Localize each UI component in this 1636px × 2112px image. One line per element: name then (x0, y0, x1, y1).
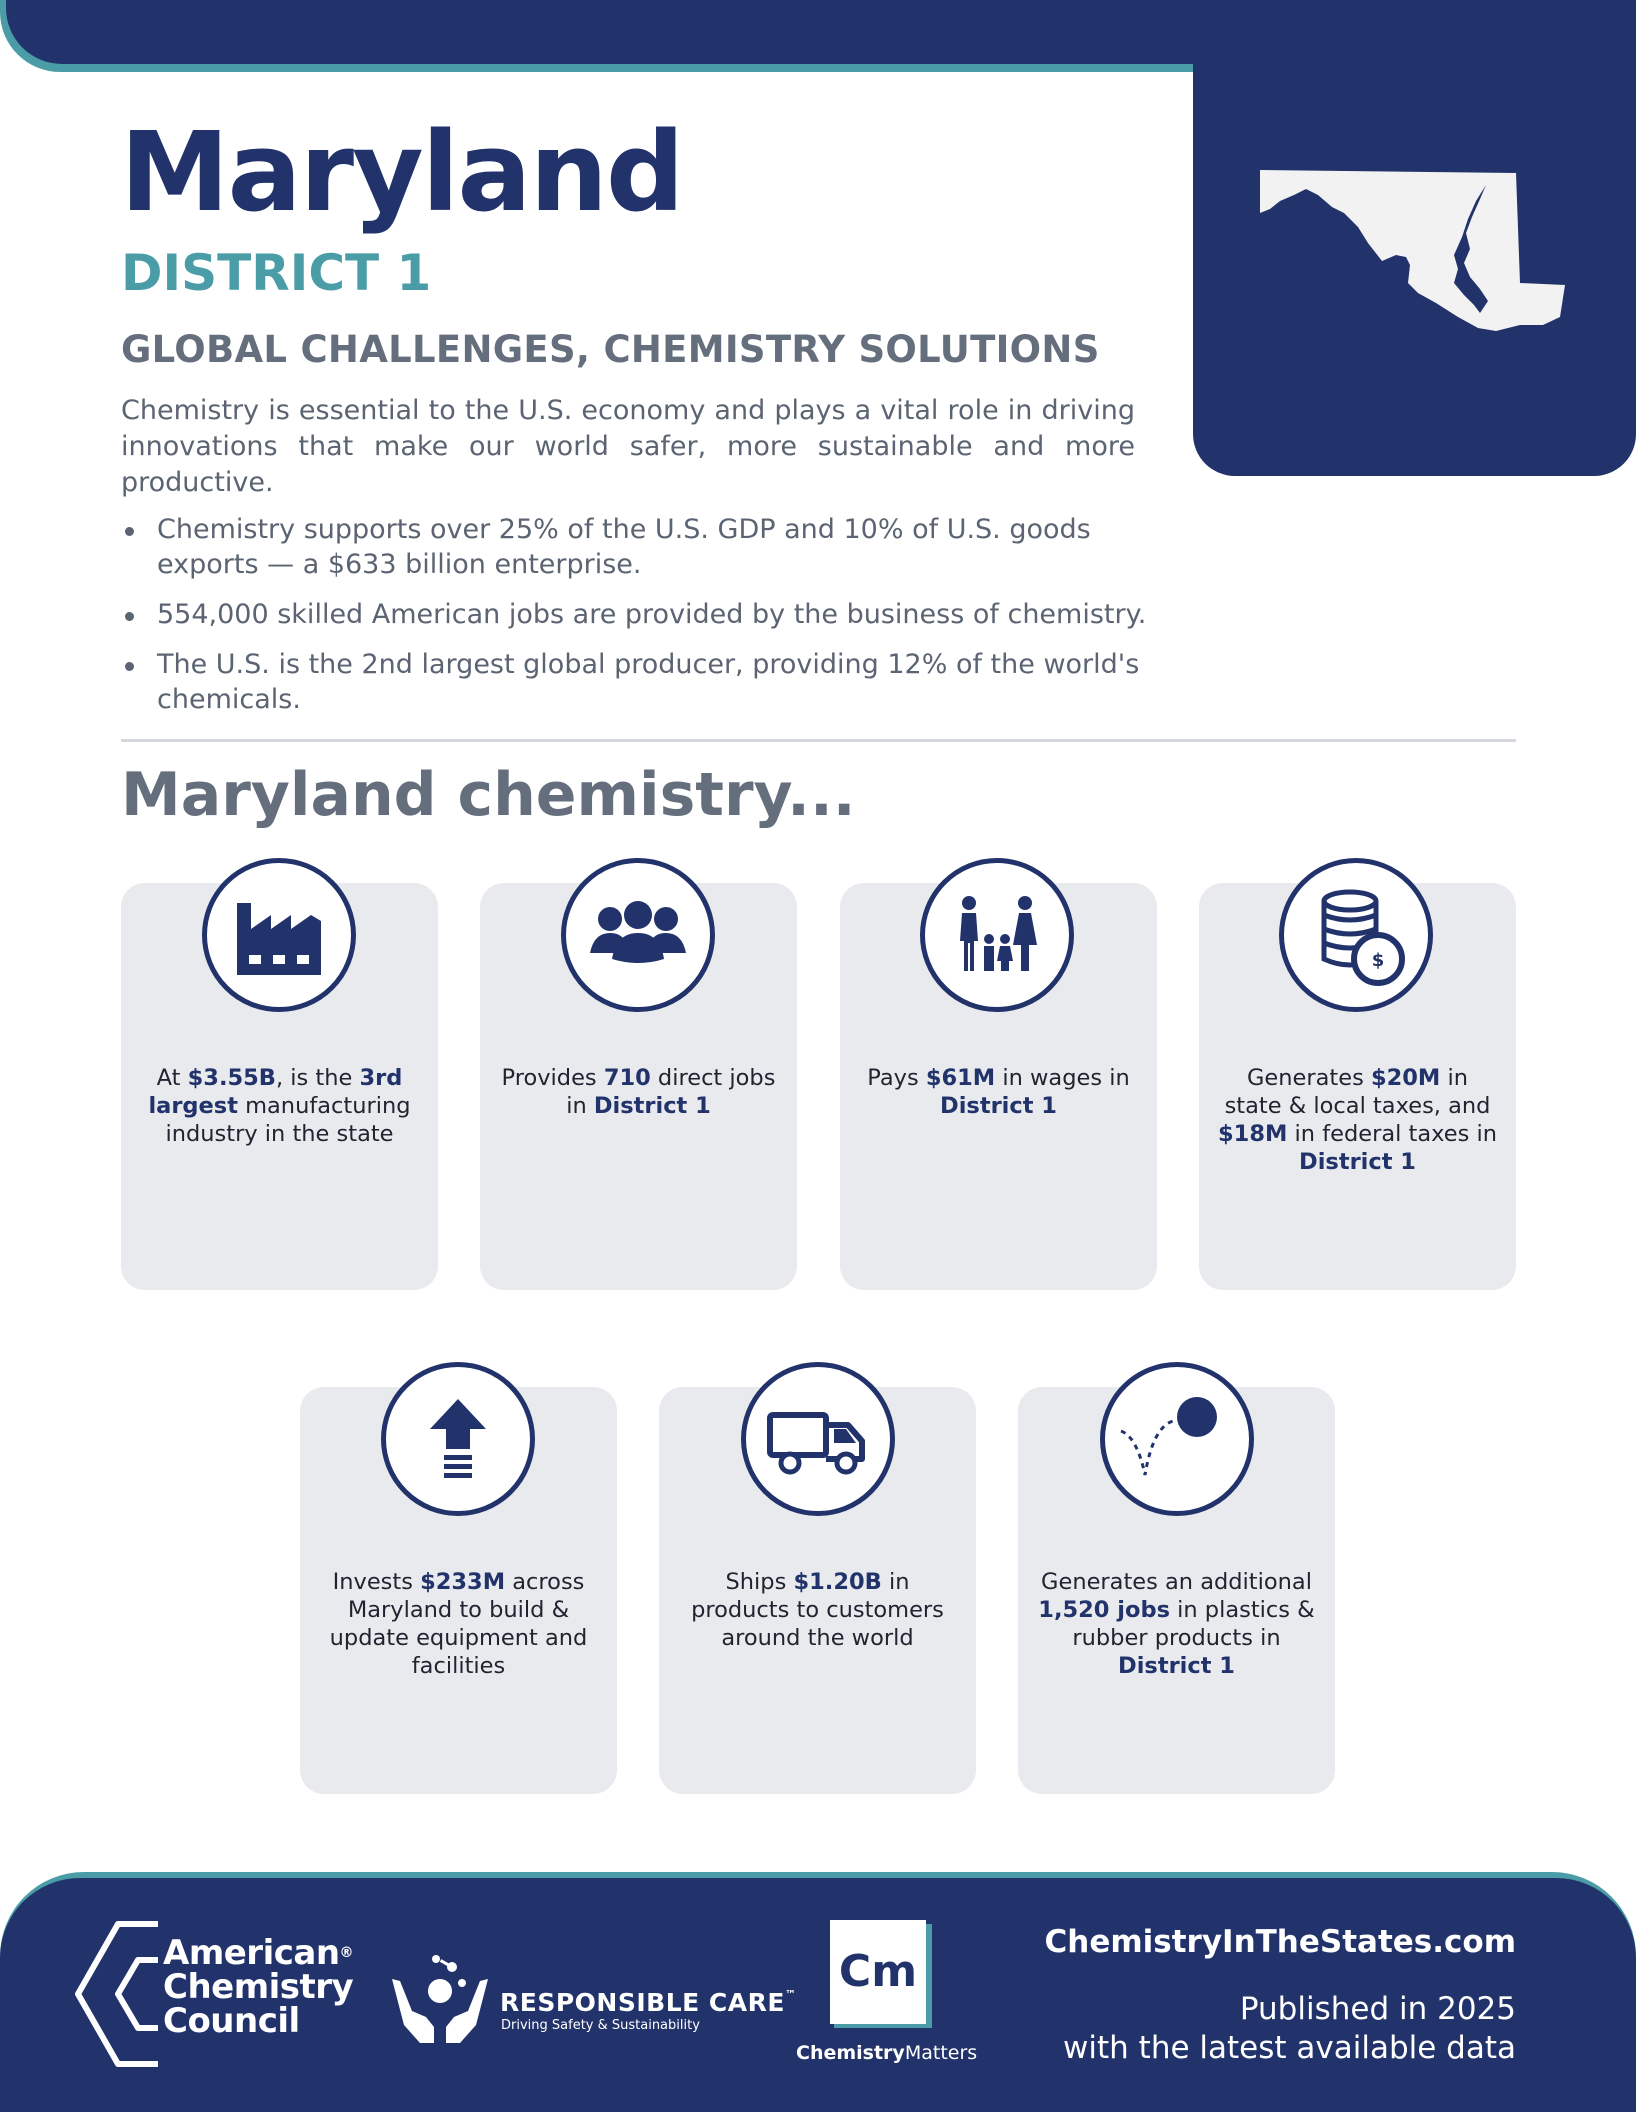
stat-text: Pays $61M in wages in District 1 (867, 1065, 1130, 1119)
stat-text: At $3.55B, is the 3rd largest manufacturing industry in the state (148, 1065, 411, 1147)
stat-text: Generates $20M in state & local taxes, and $18M in federal taxes in District 1 (1218, 1065, 1497, 1175)
publication-note: Published in 2025 with the latest available data (1063, 1991, 1516, 2066)
maryland-map-icon (1258, 165, 1570, 335)
cm-logo-letters: Cm (838, 1946, 918, 1997)
fact-item: Chemistry supports over 25% of the U.S. GDP and 10% of U.S. goods exports — a $633 billion enterprise. (121, 512, 1151, 582)
tagline: GLOBAL CHALLENGES, CHEMISTRY SOLUTIONS (121, 328, 1100, 371)
cm-logo-caption: ChemistryMatters (796, 2042, 978, 2064)
delivery-truck-icon (741, 1362, 895, 1516)
fact-list (121, 512, 1151, 732)
responsible-care-title: RESPONSIBLE CARE™ (500, 1988, 797, 2017)
family-icon (920, 858, 1074, 1012)
section-divider (121, 739, 1516, 742)
coin-stack-icon (1279, 858, 1433, 1012)
stat-text: Ships $1.20B in products to customers around the world (691, 1569, 944, 1651)
section-title: Maryland chemistry... (121, 760, 856, 830)
people-group-icon (561, 858, 715, 1012)
responsible-care-hands-icon (390, 1945, 490, 2045)
responsible-care-subtitle: Driving Safety & Sustainability (501, 2018, 700, 2033)
stat-text: Invests $233M across Maryland to build & update equipment and facilities (329, 1569, 588, 1679)
upload-arrow-icon (381, 1362, 535, 1516)
fact-item: The U.S. is the 2nd largest global producer, providing 12% of the world's chemicals. (121, 647, 1151, 717)
website-link[interactable]: ChemistryInTheStates.com (1044, 1924, 1516, 1960)
factory-icon (202, 858, 356, 1012)
svg-text:$: $ (1371, 950, 1385, 971)
stat-text: Provides 710 direct jobs in District 1 (501, 1065, 776, 1119)
page-title: Maryland (120, 108, 683, 236)
bouncing-ball-icon (1100, 1362, 1254, 1516)
intro-paragraph: Chemistry is essential to the U.S. economy and plays a vital role in driving innovations that make our world safer, more sustainable and more productive. (121, 395, 1135, 498)
fact-item: 554,000 skilled American jobs are provided by the business of chemistry. (121, 597, 1151, 632)
stat-text: Generates an additional 1,520 jobs in plastics & rubber products in District 1 (1038, 1569, 1315, 1679)
acc-logo-text: American® Chemistry Council (163, 1933, 354, 2041)
district-label: DISTRICT 1 (121, 244, 432, 302)
